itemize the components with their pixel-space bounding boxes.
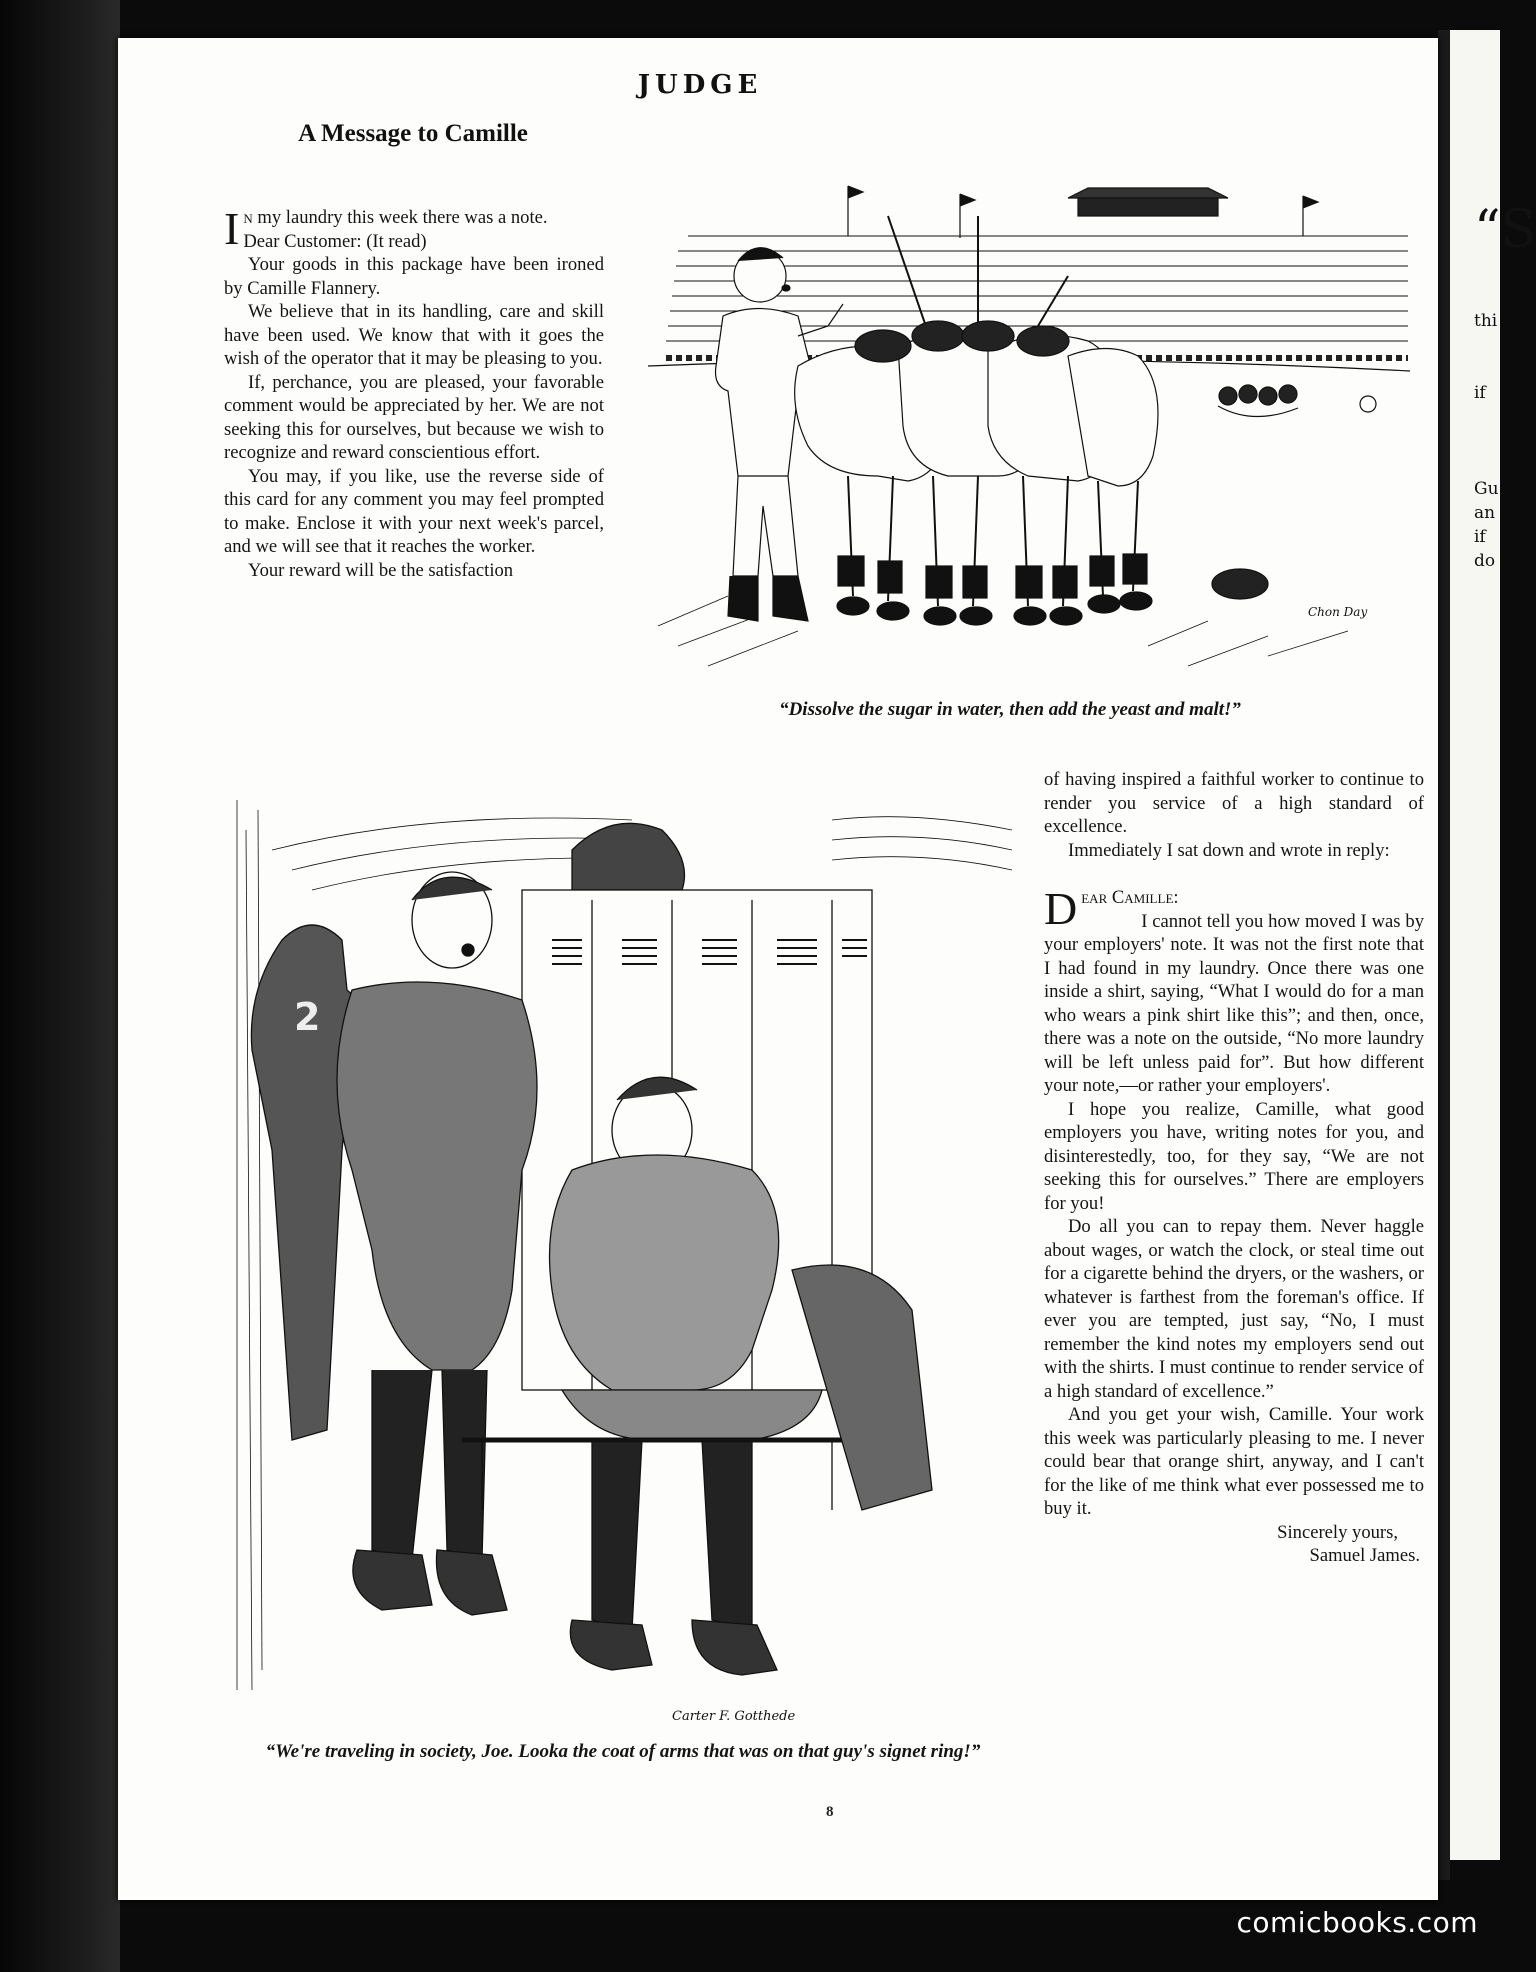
paragraph: Do all you can to repay them. Never haggle about wages, or watch the clock, or steal time out for a cigarette behind the dryers, or the washers, or whatever is farthest from the foreman's office. If ever you are tempted, just say, “No, I must remember the kind notes my employers send out with the shirts. I must continue to render service of a high standard of excellence.” xyxy=(1044,1216,1424,1402)
adjacent-page-fragment: thi xyxy=(1474,311,1498,331)
note-salutation: Dear Customer: (It read) xyxy=(243,230,427,252)
adjacent-page-fragment: do xyxy=(1474,551,1496,571)
paragraph: Your reward will be the satisfaction xyxy=(248,559,514,581)
paragraph: And you get your wish, Camille. Your work this week was particularly pleasing to me. I never could bear that orange shirt, anyway, and I can't for the like of me think what ever possessed me to buy it. xyxy=(1044,1404,1424,1519)
masthead: JUDGE xyxy=(637,70,763,100)
adjacent-page-letter: “S xyxy=(1474,200,1536,260)
adjacent-page-fragment: if xyxy=(1474,527,1486,547)
lead-text: my laundry this week there was a note. xyxy=(252,207,548,228)
article-column-2 xyxy=(1044,768,1424,1568)
article-title: A Message to Camille xyxy=(298,120,528,147)
letter-salutation xyxy=(1044,883,1424,934)
drop-cap: D xyxy=(1044,883,1078,934)
page-gutter xyxy=(1438,30,1450,1880)
scan-edge-left xyxy=(0,0,120,1972)
paragraph: If, perchance, you are pleased, your favorable comment would be appreciated by her. We are not seeking this for ourselves, but because we wish to recognize and reward conscientious effort. xyxy=(224,371,604,463)
paragraph: of having inspired a faithful worker to continue to render you service of a high standard of excellence. xyxy=(1044,769,1424,837)
artist-signature: Carter F. Gotthede xyxy=(672,1709,796,1724)
adjacent-page-fragment: an xyxy=(1474,503,1496,523)
paragraph: Immediately I sat down and wrote in reply: xyxy=(1068,839,1390,861)
artist-signature: Chon Day xyxy=(1308,605,1368,619)
paragraph: I hope you realize, Camille, what good employers you have, writing notes for you, and disinterestedly, too, for they say, “We are not seeking this for ourselves.” There are employers for you! xyxy=(1044,1098,1424,1214)
lead-small-caps: n xyxy=(243,207,253,228)
jersey-number: 2 xyxy=(294,995,321,1039)
adjacent-page-fragment: if xyxy=(1474,383,1486,403)
salutation-small-caps: ear Camille: xyxy=(1081,887,1179,908)
locker-room-cartoon xyxy=(232,790,1022,1734)
football-huddle-cartoon xyxy=(648,176,1410,686)
letter-signature: Samuel James. xyxy=(1309,1545,1420,1566)
watermark: comicbooks.com xyxy=(1236,1906,1478,1939)
football-huddle-illustration xyxy=(648,176,1410,686)
paragraph: We believe that in its handling, care and skill have been used. We know that with it goes the wish of the operator that it may be pleasing to you. xyxy=(224,301,604,369)
locker-room-illustration xyxy=(232,790,1022,1734)
cartoon-caption: “Dissolve the sugar in water, then add the yeast and malt!” xyxy=(779,699,1241,720)
paragraph: I cannot tell you how moved I was by your employers' note. It was not the first note that I had found in my laundry. Once there was one inside a shirt, saying, “What I would do for a man who wears a pink shirt like this”; and then, once, there was a note on the outside, “No more laundry will be left unless paid for”. But how different your note,—or rather your employers'. xyxy=(1044,910,1424,1096)
page-number: 8 xyxy=(826,1804,834,1820)
adjacent-page-fragment: Gu xyxy=(1474,479,1499,499)
paragraph: You may, if you like, use the reverse side of this card for any comment you may feel prompted to make. Enclose it with your next week's parcel, and we will see that it reaches the worker. xyxy=(224,465,604,557)
drop-cap: I xyxy=(224,203,240,254)
letter-closing: Sincerely yours, xyxy=(1277,1521,1398,1543)
cartoon-caption: “We're traveling in society, Joe. Looka the coat of arms that was on that guy's signet ring!” xyxy=(265,1741,981,1762)
adjacent-page-edge xyxy=(1448,30,1536,1860)
article-column-1 xyxy=(224,203,604,582)
paragraph: Your goods in this package have been ironed by Camille Flannery. xyxy=(224,254,604,299)
